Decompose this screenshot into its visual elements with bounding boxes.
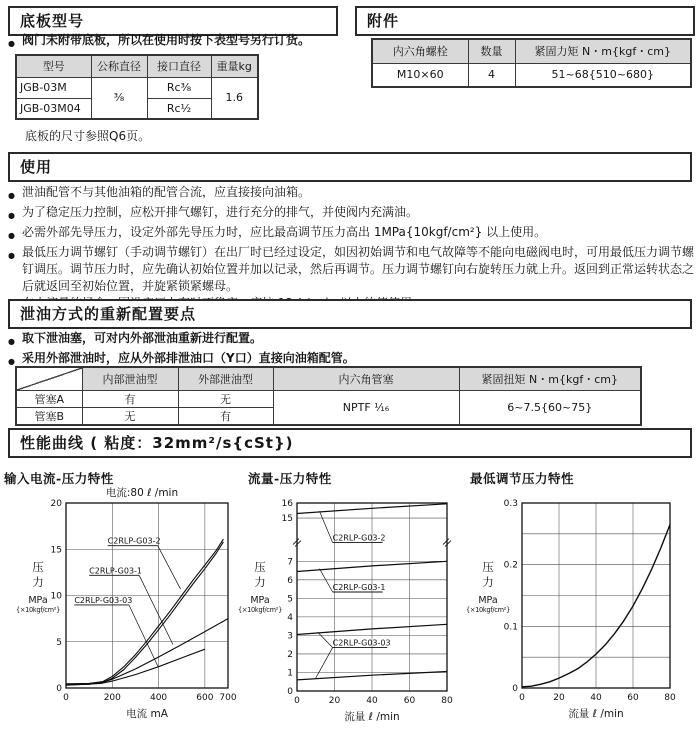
baseplate-table	[15, 54, 259, 120]
col-header: 公称直径	[91, 55, 147, 77]
cell-nominal-dia: ³⁄₈	[91, 77, 147, 119]
svg-text:15: 15	[281, 514, 293, 525]
svg-text:0: 0	[512, 684, 518, 694]
svg-text:0: 0	[287, 687, 293, 697]
svg-text:C2RLP-G03-1: C2RLP-G03-1	[332, 583, 386, 593]
svg-text:400: 400	[149, 693, 168, 703]
cell-plug: NPTF ¹⁄₁₆	[273, 390, 459, 425]
col-header: 紧固力矩 N・m{kgf・cm}	[515, 39, 691, 63]
cell-torque: 6~7.5{60~75}	[459, 390, 641, 425]
drain-table	[15, 366, 642, 426]
col-header: 紧固扭矩 N・m{kgf・cm}	[459, 367, 641, 390]
svg-text:200: 200	[103, 693, 121, 703]
y-axis-title: 压力	[254, 560, 266, 589]
cell-qty: 4	[468, 63, 515, 87]
performance-section-title: 性能曲线 ( 粘度：32mm²/s{cSt})	[8, 428, 692, 458]
svg-text:0: 0	[519, 693, 525, 703]
bullet-icon: ●	[8, 337, 15, 346]
cell-internal-drain: 有	[82, 390, 178, 407]
svg-text:C2RLP-G03-2: C2RLP-G03-2	[107, 536, 161, 546]
usage-bullet-text: 为了稳定压力控制，应松开排气螺钉，进行充分的排气，并使阀内充满油。	[22, 205, 419, 219]
cell-torque: 51~68{510~680}	[515, 63, 691, 87]
svg-text:C2RLP-G03-1: C2RLP-G03-1	[89, 566, 143, 576]
col-header: 内六角管塞	[273, 367, 459, 390]
chart-title: 流量-压力特性	[248, 471, 332, 486]
svg-text:60: 60	[627, 693, 639, 703]
usage-section-title: 使用	[8, 152, 692, 182]
drain-bullet-text: 采用外部泄油时，应从外部排泄油口（Y口）直接向油箱配管。	[22, 351, 355, 365]
row-label: 管塞A	[16, 390, 82, 407]
col-header: 重量kg	[211, 55, 258, 77]
y-axis-unit-alt: {×10kgf/cm²}	[16, 606, 60, 614]
flow-pressure-chart	[240, 468, 478, 737]
col-header: 外部泄油型	[178, 367, 273, 390]
svg-text:0.1: 0.1	[503, 622, 518, 633]
cell-model: JGB-03M	[16, 77, 91, 98]
svg-text:C2RLP-G03-2: C2RLP-G03-2	[332, 533, 386, 543]
svg-text:60: 60	[403, 696, 416, 706]
svg-text:4: 4	[287, 612, 293, 623]
usage-bullet-text: 泄油配管不与其他油箱的配管合流，应直接接向油箱。	[22, 185, 311, 199]
baseplate-note: 底板的尺寸参照Q6页。	[25, 129, 151, 143]
chart-title: 输入电流-压力特性	[4, 471, 114, 486]
svg-text:3: 3	[287, 631, 293, 642]
bullet-icon: ●	[8, 251, 15, 260]
drain-bullet	[8, 330, 696, 350]
accessories-table	[371, 38, 692, 88]
svg-text:0: 0	[294, 696, 300, 706]
usage-bullet	[8, 224, 696, 244]
svg-text:16: 16	[281, 499, 293, 509]
svg-text:20: 20	[50, 499, 62, 509]
baseplate-bullet-text: 阀门未附带底板，所以在使用时按下表型号另行订货。	[22, 33, 311, 47]
chart-subtitle: 电流:80 ℓ /min	[105, 487, 179, 499]
usage-bullet-text: 最低压力调节螺钉（手动调节螺钉）在出厂时已经过设定，如因初始调节和电气故障等不能向电磁阀电时，可用最低压力调节螺钉调压。调节压力时，应先确认初始位置并加以记录，然后再调节。压力调节螺钉向右旋转压力就上升。返回到正常运转状态之后就返回至初始位置，并旋紧锁紧螺母。	[22, 245, 695, 293]
bullet-icon: ●	[8, 211, 15, 220]
drain-section-title: 泄油方式的重新配置要点	[8, 299, 692, 329]
col-header: 型号	[16, 55, 91, 77]
svg-text:0.2: 0.2	[503, 560, 518, 571]
row-label: 管塞B	[16, 407, 82, 425]
chart-title: 最低调节压力特性	[470, 471, 575, 486]
y-axis-unit: MPa	[250, 595, 270, 606]
usage-bullet	[8, 184, 696, 204]
y-axis-unit: MPa	[28, 595, 48, 606]
usage-bullet	[8, 244, 696, 295]
svg-text:700: 700	[219, 693, 237, 703]
col-header: 数量	[468, 39, 515, 63]
svg-text:0.3: 0.3	[503, 499, 518, 509]
svg-text:C2RLP-G03-03: C2RLP-G03-03	[332, 638, 391, 648]
bullet-icon: ●	[8, 357, 15, 366]
cell-port-dia: Rc¹⁄₂	[147, 98, 211, 119]
svg-text:40: 40	[366, 696, 378, 706]
cell-port-dia: Rc³⁄₈	[147, 77, 211, 98]
y-axis-unit: MPa	[478, 595, 498, 606]
cell-external-drain: 有	[178, 407, 273, 425]
bullet-icon: ●	[8, 191, 15, 200]
svg-text:7: 7	[287, 557, 293, 568]
svg-text:6: 6	[287, 575, 293, 586]
col-header: 内六角螺栓	[372, 39, 468, 63]
x-axis-label: 流量 ℓ /min	[568, 708, 624, 720]
svg-text:5: 5	[56, 637, 62, 648]
usage-bullet-text: 必需外部先导压力，设定外部先导压力时，应比最高调节压力高出 1MPa{10kgf/cm²} 以上使用。	[22, 225, 547, 239]
svg-text:40: 40	[590, 693, 602, 703]
svg-text:600: 600	[196, 693, 214, 703]
usage-bullet	[8, 204, 696, 224]
cell-weight: 1.6	[211, 77, 258, 119]
bullet-icon: ●	[8, 39, 15, 48]
chart-plot-area	[462, 468, 700, 737]
cell-internal-drain: 无	[82, 407, 178, 425]
y-axis-unit-alt: {×10kgf/cm²}	[238, 606, 282, 614]
col-header: 接口直径	[147, 55, 211, 77]
svg-text:80: 80	[664, 693, 676, 703]
min-pressure-chart	[462, 468, 700, 737]
svg-text:1: 1	[287, 668, 293, 679]
y-axis-title: 压力	[32, 560, 44, 589]
cell-model: JGB-03M04	[16, 98, 91, 119]
x-axis-label: 流量 ℓ /min	[344, 711, 400, 723]
svg-text:20: 20	[553, 693, 565, 703]
bullet-icon: ●	[8, 231, 15, 240]
svg-text:0: 0	[63, 693, 69, 703]
baseplate-section-title: 底板型号	[8, 6, 338, 36]
svg-text:10: 10	[50, 591, 62, 602]
accessories-section-title: 附件	[355, 6, 695, 36]
svg-text:C2RLP-G03-03: C2RLP-G03-03	[74, 595, 133, 605]
current-pressure-chart	[2, 468, 240, 737]
x-axis-label: 电流 mA	[126, 708, 168, 720]
cell-external-drain: 无	[178, 390, 273, 407]
svg-text:80: 80	[441, 696, 453, 706]
corner-diagonal-cell	[16, 367, 82, 390]
drain-bullet-text: 取下泄油塞，可对内外部泄油重新进行配置。	[22, 331, 263, 345]
chart-plot-area	[2, 468, 240, 737]
cell-bolt: M10×60	[372, 63, 468, 87]
svg-text:0: 0	[56, 684, 62, 694]
col-header: 内部泄油型	[82, 367, 178, 390]
baseplate-bullet	[8, 32, 353, 52]
y-axis-title: 压力	[482, 560, 494, 589]
svg-text:2: 2	[287, 649, 293, 660]
svg-text:20: 20	[328, 696, 341, 706]
svg-text:15: 15	[50, 545, 62, 556]
svg-text:5: 5	[287, 594, 293, 605]
chart-plot-area	[240, 468, 478, 737]
y-axis-unit-alt: {×10kgf/cm²}	[466, 606, 510, 614]
